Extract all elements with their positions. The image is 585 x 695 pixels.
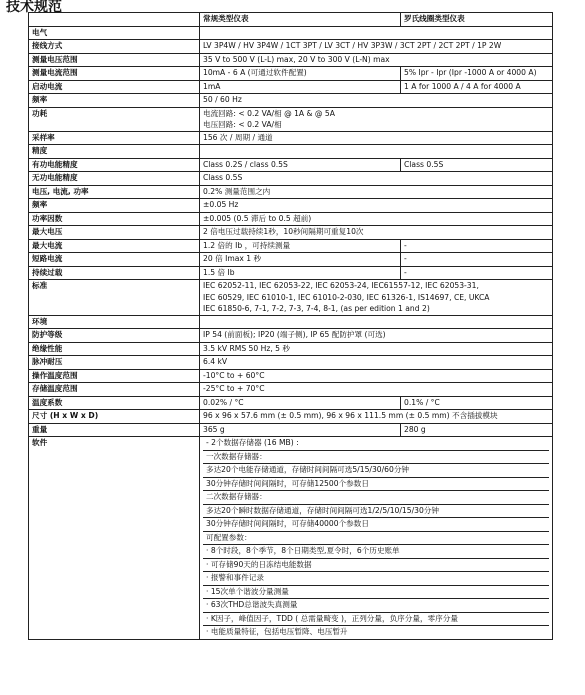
row-label: 有功电能精度	[29, 158, 200, 172]
software-line: · 电能质量特征，包括电压暂降、电压暂升	[206, 627, 348, 636]
row-label: 最大电流	[29, 239, 200, 253]
row-value-rogowski: -	[401, 239, 553, 253]
software-line: · 可存储90天的日冻结电能数据	[203, 559, 549, 573]
row-value: 0.02% / °C	[200, 396, 401, 410]
row-label: 绝缘性能	[29, 342, 200, 356]
section-row	[29, 315, 553, 329]
table-row	[29, 253, 553, 267]
row-value: 20 倍 Imax 1 秒	[200, 253, 401, 267]
row-value-rogowski: 0.1% / °C	[401, 396, 553, 410]
row-label: 启动电流	[29, 80, 200, 94]
table-row	[29, 212, 553, 226]
row-label: 无功电能精度	[29, 172, 200, 186]
row-value: 365 g	[200, 423, 401, 437]
section-accuracy: 精度	[29, 145, 200, 159]
software-line: · 报警和事件记录	[203, 572, 549, 586]
software-line: · K因子，峰值因子，TDD ( 总需量畸变 )，正列分量，负序分量，零序分量	[203, 613, 549, 627]
spec-table	[28, 12, 553, 640]
section-software: 软件	[29, 437, 200, 640]
standards-line: IEC 61850-6, 7-1, 7-2, 7-3, 7-4, 8-1, (as per edition 1 and 2)	[203, 304, 430, 313]
software-line: 30分钟存储时间间隔时，可存储12500个参数日	[203, 478, 549, 492]
row-value-rogowski: 5% Ipr - Ipr (Ipr -1000 A or 4000 A)	[401, 67, 553, 81]
row-label: 持续过载	[29, 266, 200, 280]
row-value: IP 54 (前面板); IP20 (端子侧), IP 65 配防护罩 (可选)	[200, 329, 553, 343]
section-electrical: 电气	[29, 26, 200, 40]
row-label: 尺寸 (H x W x D)	[29, 410, 200, 424]
row-value-rogowski: -	[401, 253, 553, 267]
row-value: -25°C to + 70°C	[200, 383, 553, 397]
row-value: 35 V to 500 V (L-L) max, 20 V to 300 V (L-N) max	[200, 53, 553, 67]
table-row	[29, 172, 553, 186]
row-label: 防护等级	[29, 329, 200, 343]
row-value: 2 倍电压过载持续1秒，10秒间隔期可重复10次	[200, 226, 553, 240]
table-row	[29, 67, 553, 81]
table-row	[29, 369, 553, 383]
table-row	[29, 383, 553, 397]
row-value: 1.2 倍的 Ib ，可持续测量	[200, 239, 401, 253]
section-row	[29, 145, 553, 159]
header-rogowski: 罗氏线圈类型仪表	[401, 13, 553, 27]
header-empty	[29, 13, 200, 27]
table-row	[29, 396, 553, 410]
row-value: 50 / 60 Hz	[200, 94, 553, 108]
table-row	[29, 94, 553, 108]
row-value: 1mA	[200, 80, 401, 94]
row-label: 温度系数	[29, 396, 200, 410]
standards-line: IEC 62052-11, IEC 62053-22, IEC 62053-24, IEC61557-12, IEC 62053-31,	[203, 281, 479, 290]
header-standard: 常规类型仪表	[200, 13, 401, 27]
section-row	[29, 437, 553, 640]
row-value-rogowski: Class 0.5S	[401, 158, 553, 172]
row-label: 重量	[29, 423, 200, 437]
software-line: 二次数据存储器：	[203, 491, 549, 505]
row-value: 6.4 kV	[200, 356, 553, 370]
software-line: - 2个数据存储器 (16 MB) :	[203, 437, 549, 451]
table-row	[29, 329, 553, 343]
row-value: Class 0.5S	[200, 172, 553, 186]
table-row	[29, 239, 553, 253]
table-row	[29, 107, 553, 131]
section-row	[29, 26, 553, 40]
row-label: 频率	[29, 199, 200, 213]
row-value: 10mA - 6 A (可通过软件配置)	[200, 67, 401, 81]
row-value-rogowski: -	[401, 266, 553, 280]
table-row	[29, 226, 553, 240]
table-row	[29, 342, 553, 356]
software-line: 一次数据存储器：	[203, 451, 549, 465]
software-line: · 63次THD总谐波失真测量	[203, 599, 549, 613]
row-value: ±0.05 Hz	[200, 199, 553, 213]
row-label: 接线方式	[29, 40, 200, 54]
software-line: 可配置参数：	[203, 532, 549, 546]
section-environment: 环境	[29, 315, 200, 329]
row-value: Class 0.2S / class 0.5S	[200, 158, 401, 172]
row-value: 3.5 kV RMS 50 Hz, 5 秒	[200, 342, 553, 356]
row-value: 156 次 / 周期 / 通道	[200, 131, 553, 145]
row-value: 1.5 倍 Ib	[200, 266, 401, 280]
row-value: ±0.005 (0.5 滞后 to 0.5 超前)	[200, 212, 553, 226]
row-label: 功耗	[29, 107, 200, 131]
row-value	[200, 280, 553, 316]
row-value: LV 3P4W / HV 3P4W / 1CT 3PT / LV 3CT / HV 3P3W / 3CT 2PT / 2CT 2PT / 1P 2W	[200, 40, 553, 54]
row-value: -10°C to + 60°C	[200, 369, 553, 383]
software-line: 多达20个电能存储通道，存储时间间隔可选5/15/30/60分钟	[203, 464, 549, 478]
row-value: 0.2% 测量范围之内	[200, 185, 553, 199]
software-details	[200, 437, 553, 640]
row-label: 脉冲耐压	[29, 356, 200, 370]
software-line: · 8个时段，8个季节，8个日期类型,夏令时，6个历史账单	[203, 545, 549, 559]
power-line: 电流回路: < 0.2 VA/相 @ 1A & @ 5A	[203, 108, 335, 118]
row-label: 存储温度范围	[29, 383, 200, 397]
page-title: 技术规范	[6, 0, 62, 15]
table-row	[29, 185, 553, 199]
row-label: 操作温度范围	[29, 369, 200, 383]
table-row	[29, 423, 553, 437]
table-row	[29, 199, 553, 213]
table-row	[29, 280, 553, 316]
software-line: · 15次单个谐波分量测量	[203, 586, 549, 600]
standards-line: IEC 60529, IEC 61010-1, IEC 61010-2-030, IEC 61326-1, IS14697, CE, UKCA	[203, 292, 490, 302]
table-header-row	[29, 13, 553, 27]
row-label: 功率因数	[29, 212, 200, 226]
row-label: 测量电流范围	[29, 67, 200, 81]
row-label: 最大电压	[29, 226, 200, 240]
table-row	[29, 40, 553, 54]
table-row	[29, 356, 553, 370]
row-label: 标准	[29, 280, 200, 316]
row-value: 96 x 96 x 57.6 mm (± 0.5 mm), 96 x 96 x 111.5 mm (± 0.5 mm) 不含插拔模块	[200, 410, 553, 424]
row-label: 频率	[29, 94, 200, 108]
table-row	[29, 266, 553, 280]
row-label: 电压, 电流, 功率	[29, 185, 200, 199]
row-label: 测量电压范围	[29, 53, 200, 67]
row-label: 短路电流	[29, 253, 200, 267]
table-row	[29, 80, 553, 94]
software-line: 多达20个瞬时数据存储通道，存储时间间隔可选1/2/5/10/15/30分钟	[203, 505, 549, 519]
table-row	[29, 131, 553, 145]
power-line: 电压回路: < 0.2 VA/相	[203, 120, 282, 129]
row-value-rogowski: 280 g	[401, 423, 553, 437]
row-label: 采样率	[29, 131, 200, 145]
row-value-rogowski: 1 A for 1000 A / 4 A for 4000 A	[401, 80, 553, 94]
table-row	[29, 158, 553, 172]
table-row	[29, 410, 553, 424]
software-line: 30分钟存储时间间隔时，可存储40000个参数日	[203, 518, 549, 532]
table-row	[29, 53, 553, 67]
row-value	[200, 107, 553, 131]
